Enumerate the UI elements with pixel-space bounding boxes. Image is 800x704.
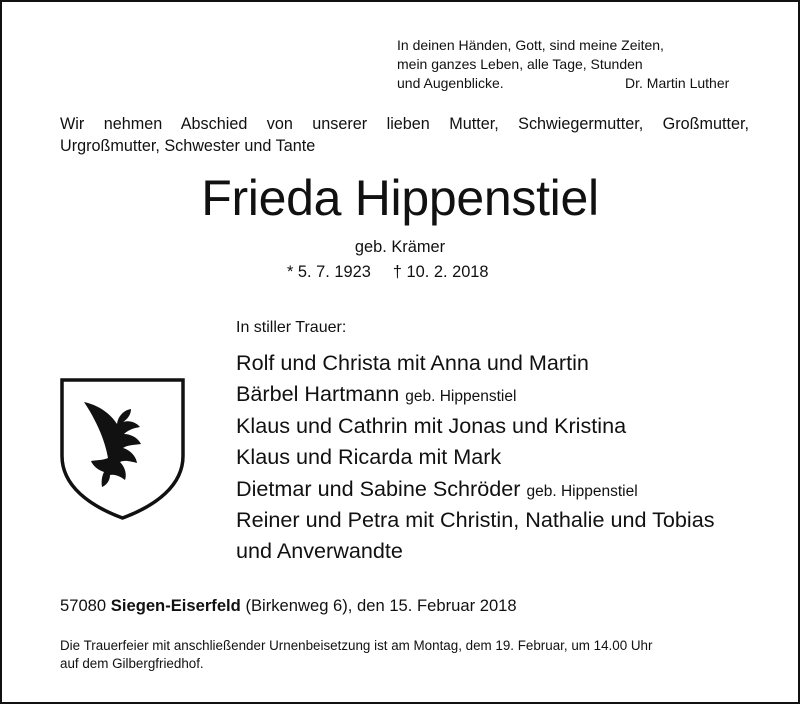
intro-line-1: Wir nehmen Abschied von unserer lieben Mutter, Schwiegermutter, Großmutter,: [60, 115, 749, 133]
mourner-name: und Anverwandte: [236, 538, 403, 564]
city: Siegen-Eiserfeld: [110, 596, 241, 615]
funeral-info: [60, 637, 652, 673]
death-date: † 10. 2. 2018: [392, 263, 489, 281]
mourner-entry: [236, 441, 715, 472]
postal-code: 57080: [60, 596, 107, 615]
quote-line-2: mein ganzes Leben, alle Tage, Stunden: [397, 56, 643, 72]
maiden-name: geb. Krämer: [354, 238, 446, 256]
mourners-list: [236, 347, 715, 567]
place-and-date: [60, 595, 517, 617]
funeral-info-line-1: Die Trauerfeier mit anschließender Urnenbeisetzung ist am Montag, dem 19. Februar, um 14.00 Uhr: [60, 638, 653, 653]
mourner-name: Bärbel Hartmann: [236, 381, 400, 407]
birth-date: * 5. 7. 1923: [287, 263, 371, 281]
mourner-name: Klaus und Ricarda mit Mark: [236, 444, 502, 470]
mourner-entry: [236, 347, 715, 378]
mourner-name: Dietmar und Sabine Schröder: [236, 475, 521, 501]
quote-line-3-text: und Augenblicke.: [397, 75, 504, 91]
funeral-info-line-2: auf dem Gilbergfriedhof.: [60, 656, 204, 671]
address-date: (Birkenweg 6), den 15. Februar 2018: [245, 596, 517, 615]
quote-author: Dr. Martin Luther: [625, 75, 730, 91]
bible-quote: [397, 36, 730, 93]
mourner-name: Reiner und Petra mit Christin, Nathalie und Tobias: [236, 506, 715, 532]
quote-line-3: [397, 74, 730, 93]
mourner-entry: [236, 473, 715, 504]
mourner-maiden: geb. Hippenstiel: [526, 482, 638, 500]
quote-line-1: In deinen Händen, Gott, sind meine Zeiten,: [397, 37, 664, 53]
mourner-entry: [236, 378, 715, 409]
deceased-name: Frieda Hippenstiel: [201, 170, 599, 226]
intro-line-2: Urgroßmutter, Schwester und Tante: [60, 137, 316, 155]
mourner-name: Rolf und Christa mit Anna und Martin: [236, 350, 589, 375]
coat-of-arms-icon: [60, 378, 185, 520]
mourner-name: Klaus und Cathrin mit Jonas und Kristina: [236, 412, 627, 438]
mourner-entry: [236, 504, 715, 535]
mourner-maiden: geb. Hippenstiel: [405, 388, 517, 406]
life-dates: [287, 261, 489, 283]
mourner-entry: [236, 410, 715, 441]
farewell-intro: [60, 113, 749, 157]
mourners-label: In stiller Trauer:: [236, 319, 347, 336]
mourner-entry: [236, 535, 715, 566]
